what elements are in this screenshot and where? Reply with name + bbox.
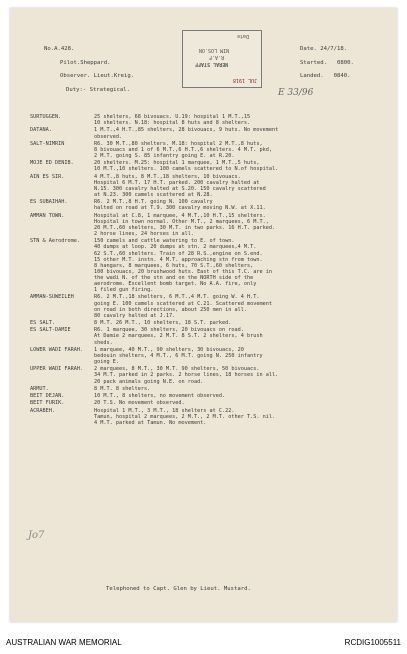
entry-line: 80 cavalry halted at J.17.	[94, 312, 176, 319]
entry-place: STN & Aerodrome.	[30, 238, 80, 245]
entry-line: At Damie 2 marquees, 2 M.T. 8 S.T. 2 shelters, 4 brush	[94, 333, 263, 340]
entry-line: 34 M.T. parked in 2 parks. 2 horse lines, 18 horses in all.	[94, 372, 279, 379]
pilot-name: Pilot.Sheppard.	[60, 60, 111, 66]
entry-line: 20 T.S. No movement observed.	[94, 400, 185, 407]
stamp-date: JUL 1918	[233, 77, 258, 83]
entry-line: the wadi N. of the stn and on the NORTH side of the	[94, 274, 254, 281]
handwritten-margin-note: Jo7	[28, 530, 45, 541]
handwritten-reference: E 33/96	[278, 88, 314, 98]
general-staff-stamp	[182, 30, 262, 88]
entry-line: 10 M.T., 8 shelters, no movement observed.	[94, 393, 226, 400]
entry-place: SALT-NIMRIN	[30, 140, 65, 147]
entry-place: ARMUT.	[30, 385, 49, 392]
entry-line: on road in both directions, about 250 men in all.	[94, 306, 248, 313]
stamp-corner-text: Date	[237, 33, 250, 39]
entry-line: 150 camels and cattle watering to E. of town.	[94, 238, 235, 245]
archive-id: RCDIG1005511	[344, 638, 401, 647]
entry-line: 8 bivouacs and 1 of 6 M.T.,6 H.T.,6 shelters. 4 M.T. pkd,	[94, 146, 273, 153]
entry-line: going E. 100 camels scattered at C.21. Scattered movement	[94, 300, 273, 307]
entry-line: 1 filed gun firing.	[94, 287, 154, 294]
telephoned-note: Telephoned to Capt. Glen by Lieut. Mustard.	[106, 586, 251, 592]
entry-line: Hospital in town normal. Other M.T., 2 marquees, 6 M.T.,	[94, 218, 269, 225]
entry-place: ACRABEH.	[30, 407, 55, 414]
landed-time: Landed. 0840.	[300, 73, 351, 79]
entry-place: AIN ES SIR.	[30, 173, 65, 180]
entry-line: bedouin shelters, 4 M.T., 6 M.T. going N. 250 infantry	[94, 352, 263, 359]
entry-line: 1 marquee, 40 M.T., 90 shelters, 30 bivouacs, 20	[94, 346, 244, 353]
entry-place: ES SUBAIHAH.	[30, 199, 68, 206]
entry-line: 20 M.T.,60 shelters, 30 M.T. in two parks. 16 H.T. parked.	[94, 224, 276, 231]
entry-line: 20 pack animals going N.E. on road.	[94, 378, 204, 385]
entry-place: SURTUGGEN.	[30, 114, 62, 120]
entry-place: AMMAN-SUWEILEH	[30, 294, 74, 301]
entry-line: 10 shelters. N.18: hospital 8 huts and 8 shelters.	[94, 120, 251, 127]
entry-line: 8 M.T. 8 shelters.	[94, 385, 151, 392]
archive-name: AUSTRALIAN WAR MEMORIAL	[6, 638, 122, 647]
document-sheet	[10, 8, 397, 622]
stamp-line-3: NIM LOS.ON	[199, 47, 230, 53]
entry-line: Hospital at C.8, 1 marquee, 4 M.T.,10 H.T.,15 shelters.	[94, 212, 266, 219]
entry-line: R6. 2 M.T.,18 shelters, 6 M.T.,4 M.T. going W. 4 H.T.	[94, 294, 260, 301]
entry-line: 2 horse lines, 24 horses in all.	[94, 231, 194, 237]
entry-line: 8 M.T. 26 M.T., 10 shelters, 18 S.T. parked.	[94, 320, 232, 326]
entry-line: 8 hangars, 8 marquees, 6 huts, 70 S.T.,60 shelters,	[94, 262, 254, 269]
entry-place: BEIT DEJAN.	[30, 393, 65, 400]
entry-place: MOJE ED DENIB.	[30, 160, 74, 167]
entry-line: halted on road at T.9. 300 cavalry moving N.W. at X.11.	[94, 205, 266, 212]
entry-line: Hospital 1 M.T., 3 M.T., 18 shelters at C.22.	[94, 407, 235, 414]
entry-line: 15 other M.T. instn. 4 M.T. approaching stn from town.	[94, 256, 263, 263]
entry-place: ES SALT-DAMIE	[30, 327, 71, 334]
entry-line: aerodrome. Excellent bomb target. No A.A. fire, only	[94, 281, 257, 287]
entry-line: going E.	[94, 359, 119, 365]
report-date: Date. 24/7/18.	[300, 46, 348, 52]
entry-place: DATANA.	[30, 127, 52, 134]
entry-line: 62 S.T.,60 shelters. Train of 28 R.S.,engine on S.end.	[94, 250, 263, 257]
stamp-line-2: R.A.F	[209, 54, 225, 60]
duty-line: Duty:- Strategical.	[66, 87, 130, 93]
entry-place: LOWER WADI FARAH.	[30, 346, 84, 353]
entry-line: 2 M.T. going S. 85 infantry going E. at R.20.	[94, 153, 235, 159]
entry-place: BEIT FURIK.	[30, 400, 65, 407]
entry-place: UPPER WADI FARAH.	[30, 366, 84, 373]
entry-line: 100 bivouacs, 20 brushwood huts. East of this T.C. are in	[94, 268, 273, 275]
started-time: Started. 0800.	[300, 60, 354, 66]
entry-line: Tamun, hospital 2 marquees, 2 M.T., 2 M.T. other T.S. nil.	[94, 413, 276, 420]
entry-line: N.15. 300 cavalry halted at S.20. 150 cavalry scattered	[94, 185, 266, 192]
stamp-line-1: NERAL STAFF	[195, 61, 229, 67]
entry-line: 25 shelters, 68 bivouacs. U.19: hospital 1 M.T.,15	[94, 114, 251, 120]
entry-place: AMMAN TOWN.	[30, 212, 65, 219]
entry-line: Hospital 6 M.T. 17 H.T. parked. 200 cavalry halted at	[94, 179, 260, 186]
entry-line: 20 shelters. M.25: hospital 1 marquee, 1 M.T.,5 huts,	[94, 160, 260, 167]
entry-line: 1 M.T.,4 H.T.,85 shelters, 28 bivouacs, 9 huts. No movement	[94, 127, 279, 134]
entry-line: sheds.	[94, 339, 113, 346]
entry-line: at N.23. 300 camels scattered at N.28.	[94, 192, 213, 198]
entry-line: 4 M.T.,8 huts, 8 M.T.,18 shelters, 10 bivouacs.	[94, 173, 241, 180]
entry-line: 10 M.T.,10 shelters. 100 camels scattered to N.of hospital.	[94, 166, 279, 173]
entry-place: ES SALT.	[30, 320, 55, 326]
entry-line: R6. 2 M.T.,8 H.T. going N. 100 cavalry	[94, 199, 213, 206]
entry-line: R6. 30 M.T.,80 shelters. M.18: hospital 2 M.T.,8 huts,	[94, 140, 263, 147]
report-number: No.A.428.	[44, 46, 75, 52]
entry-line: R6. 1 marquee, 30 shelters, 20 bivouacs on road.	[94, 327, 244, 334]
observer-name: Observer. Lieut.Kreig.	[60, 73, 135, 79]
entry-line: 40 dumps at loop. 20 dumps at stn. 2 marquees,4 M.T.	[94, 244, 257, 251]
entry-line: 2 marquees, 8 M.T., 30 M.T. 90 shelters, 50 bivouacs.	[94, 366, 260, 373]
entry-line: 4 M.T. parked at Tamun. No movement.	[94, 419, 207, 426]
entry-line: observed.	[94, 133, 123, 140]
